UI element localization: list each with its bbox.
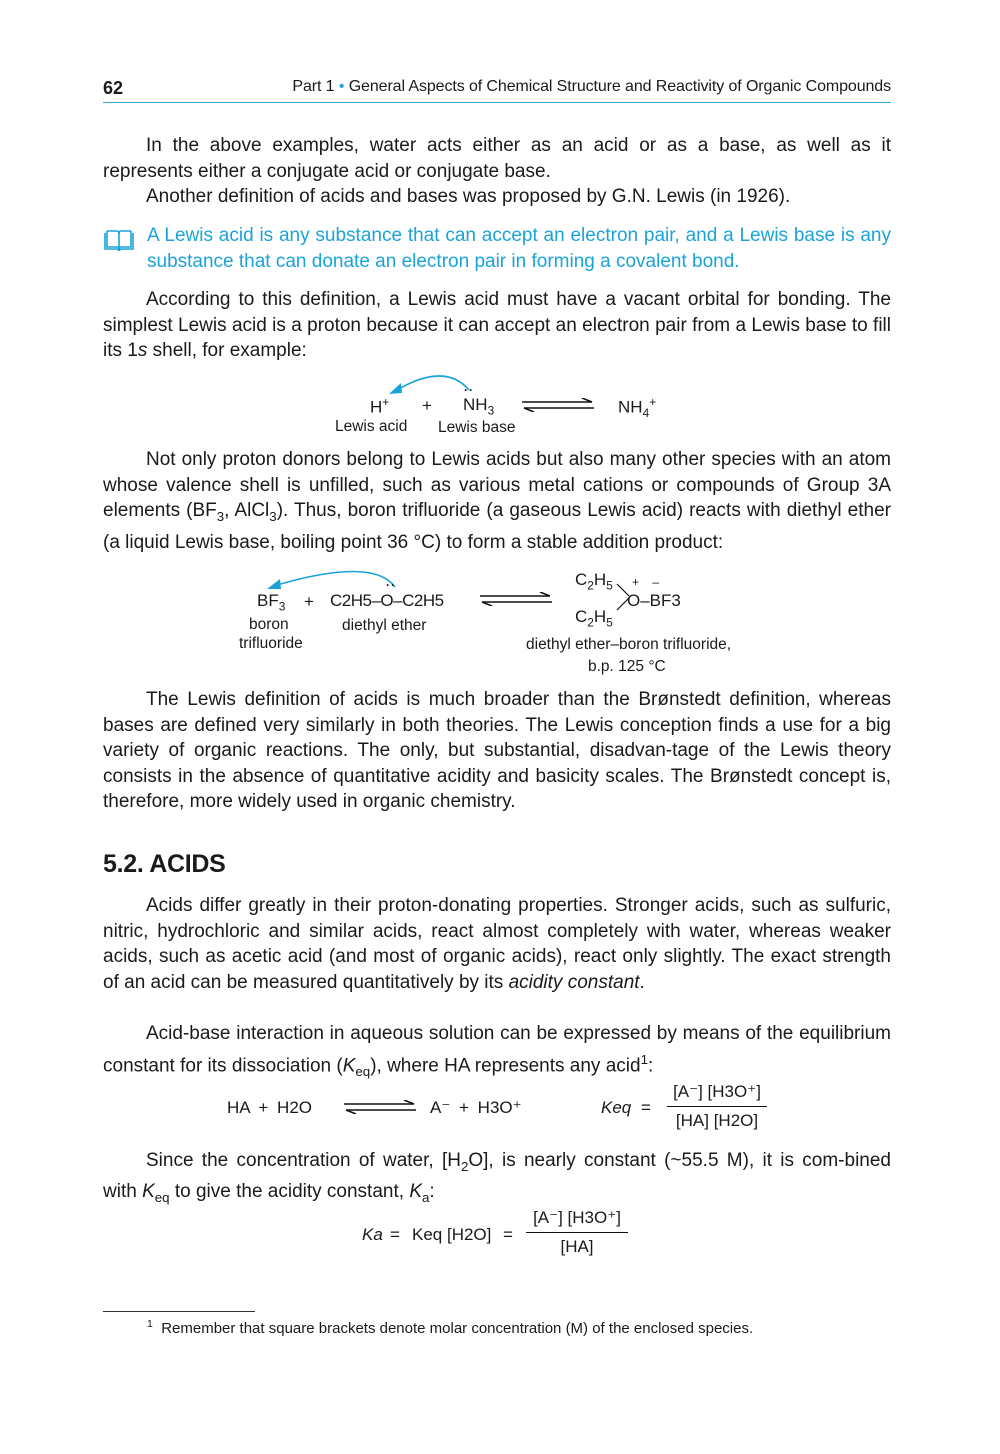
p7-text-c: : [647,1054,654,1076]
h-charge: + [382,395,390,409]
eq1-denominator: [HA] [H2O] [675,1111,759,1130]
eq2-keq-h2o: Keq [H2O] [412,1225,492,1244]
p8-text-b: O], is nearly constant (~55.5 M), it is com-bined with [103,1150,891,1203]
footnote-rule [103,1311,255,1312]
paragraph-2: Another definition of acids and bases was proposed by G.N. Lewis (in 1926). [146,186,791,207]
footnote-mark: 1 [147,1318,153,1330]
nh4-symbol: NH [618,397,643,417]
p6-term-acidity-constant: acidity constant [508,971,640,993]
label-trifluoride: trifluoride [239,635,303,652]
label-boron: boron [249,616,289,633]
scheme-bf3-ether [235,565,775,680]
eq2-equals-2: = [503,1225,513,1244]
eq2-denominator: [HA] [560,1237,594,1256]
paragraph-7 [103,1021,891,1084]
paragraph-5: The Lewis definition of acids is much broader than the Brønstedt definition, whereas bases are defined very similarly in both theories. The Lewis conception finds a use for a big variety of organic reactions. The only, but substantial, disadvan-tage of the Lewis theory consists in the absence of quantitative acidity and basicity scales. The Brønstedt concept is, therefore, more widely used in organic chemistry. [103,689,891,813]
paragraph-3 [103,287,891,364]
p8-k: K [142,1181,155,1203]
nh3-symbol: NH [463,395,488,414]
equilibrium-arrows-1 [520,398,596,412]
section-heading-acids: 5.2. ACIDS [103,850,226,878]
eq1-lhs: HA + H2O [227,1098,313,1117]
footnote-ref: 1 [640,1051,648,1067]
p4-sub-2: 3 [269,508,277,524]
p8-sub: 2 [460,1158,469,1174]
page-number: 62 [103,78,124,98]
diethyl-ether-formula: C2H5–O–C2H5 [330,591,444,610]
eq2-ka: Ka [362,1225,383,1244]
product-o-bf3: O–BF3 [627,591,681,610]
nh4-charge: + [649,395,657,409]
paragraph-8 [103,1148,891,1211]
eq1-fraction-bar [667,1106,767,1107]
eq1-keq: Keq [601,1098,632,1117]
paragraph-1: In the above examples, water acts either as an acid or as a base, as well as it represents either a conjugate acid or conjugate base. [103,135,891,182]
footnote-text: Remember that square brackets denote molar concentration (M) of the enclosed species. [161,1320,754,1337]
proton [370,395,389,418]
p7-text-b: ), where HA represents any acid [370,1054,641,1076]
equation-dissociation [225,1078,785,1138]
eq2-equals-1: = [390,1225,400,1244]
lone-pair-dots: ·· [464,383,474,397]
bf3-symbol: BF [257,591,279,610]
p8-ka: K [409,1181,422,1203]
p6-text-a: Acids differ greatly in their proton-donating properties. Stronger acids, such as sulfuric, nitric, hydrochloric and similar acids, react almost completely with water, whereas weaker acids, such as acetic acid (and most of organic acids), react only slightly. The exact strength of an acid can be measured quantitatively by its [103,895,891,993]
plus-sign: + [422,396,432,415]
p7-k-sub: eq [355,1063,371,1079]
p3-text-b: shell, for example: [147,340,307,362]
p4-text-c: ). Thus, boron trifluoride (a gaseous Lewis acid) reacts with diethyl ether (a liquid Lewis base, boiling point 36 °C) to form a stable addition product: [103,500,891,553]
equation-acidity-constant [360,1205,640,1265]
p7-k: K [342,1054,356,1076]
nh3-sub: 3 [487,403,495,418]
eq2-fraction-bar [526,1232,628,1233]
scheme-proton-ammonia [330,368,690,440]
product-charges: + – [632,575,660,589]
paragraph-4 [103,447,891,555]
bullet-dot: • [338,78,345,95]
p6-text-b: . [639,971,645,993]
p3-text-a: According to this definition, a Lewis acid must have a vacant orbital for bonding. The simplest Lewis acid is a proton because it can accept an electron pair from a Lewis base to fill its 1 [103,289,891,362]
eq1-equals: = [641,1098,651,1117]
label-diethyl-ether: diethyl ether [342,617,427,634]
ammonium [618,395,656,420]
equilibrium-arrows-3 [342,1100,418,1114]
lone-pair-dots: ·· [386,578,396,592]
p8-text-c: to give the acidity constant, [169,1181,410,1203]
p4-text-b: , AlCl [224,500,270,522]
running-head [292,78,891,96]
product-ethyl-top: $C_2H_5$ [575,570,613,593]
lewis-definition: A Lewis acid is any substance that can accept an electron pair, and a Lewis base is any substance that can donate an electron pair in forming a covalent bond. [147,225,891,272]
h-symbol: H [370,397,383,417]
eq1-numerator: [A⁻] [H3O⁺] [673,1082,761,1101]
p7-text-a: Acid-base interaction in aqueous solution can be expressed by means of the equilibrium constant for its dissociation ( [103,1023,891,1076]
label-product-bp: b.p. 125 °C [588,658,666,675]
product-ethyl-bottom: $C_2H_5$ [575,607,613,630]
p8-ka-sub: a [422,1190,430,1206]
plus-sign: + [304,592,314,611]
p4-text-a: Not only proton donors belong to Lewis acids but also many other species with an atom whose valence shell is unfilled, such as various metal cations or compounds of Group 3A elements (BF [103,449,891,522]
p8-k-sub: eq [154,1190,170,1206]
eq1-rhs: A⁻ + H3O⁺ [430,1098,522,1117]
nh4-sub: 4 [642,406,650,421]
p3-orbital-s: s [137,340,148,362]
paragraph-6 [103,893,891,995]
bf3 [257,591,285,613]
equilibrium-arrows-2 [478,592,554,606]
book-icon [103,229,135,258]
label-product: diethyl ether–boron trifluoride, [526,636,732,653]
p8-text-a: Since the concentration of water, [H [146,1150,461,1171]
p8-text-d: : [429,1181,435,1203]
ammonia [463,395,494,417]
running-head-title: General Aspects of Chemical Structure and Reactivity of Organic Compounds [348,78,891,95]
eq2-numerator: [A⁻] [H3O⁺] [533,1208,621,1227]
running-head-part: Part 1 [292,78,335,95]
bf3-sub: 3 [278,599,286,614]
footnote [147,1318,753,1337]
p4-sub-1: 3 [216,508,225,524]
label-lewis-base: Lewis base [438,419,516,436]
running-header [103,74,891,103]
label-lewis-acid: Lewis acid [335,418,408,435]
